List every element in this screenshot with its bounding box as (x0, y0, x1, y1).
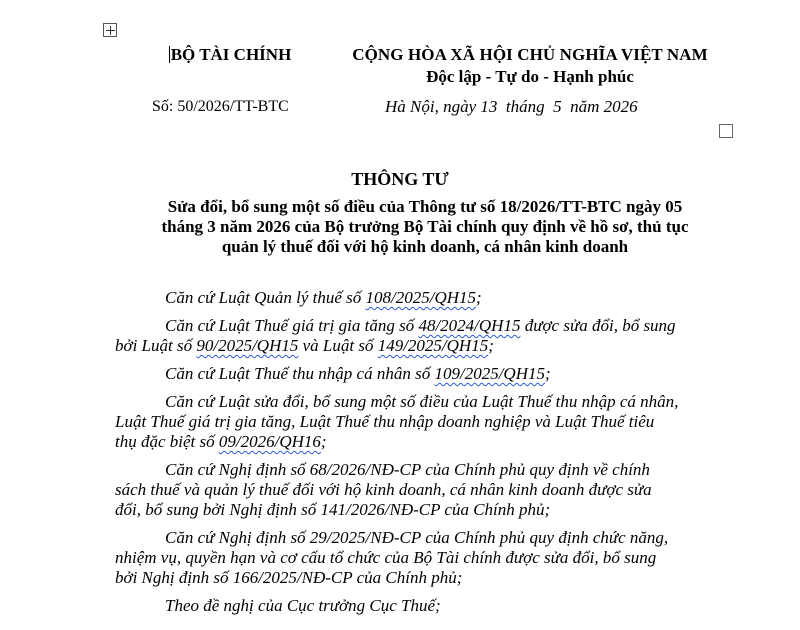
paragraph-line: đổi, bổ sung bởi Nghị định số 141/2026/NĐ-CP của Chính phủ; (115, 500, 551, 519)
text-run: ; (544, 364, 551, 383)
ministry-name: BỘ TÀI CHÍNH (170, 45, 292, 64)
national-title-block (320, 44, 740, 88)
text-run: Căn cứ Luật Quản lý thuế số (165, 288, 366, 307)
spellcheck-flagged-text[interactable]: 109/2025/QH15 (434, 364, 545, 383)
text-run: ; (476, 288, 482, 307)
legal-basis-paragraph (115, 364, 720, 384)
paragraph-line (115, 288, 720, 308)
paragraph-line (115, 316, 720, 336)
paragraph-line: Căn cứ Luật sửa đổi, bổ sung một số điều của Luật Thuế thu nhập cá nhân, (165, 392, 679, 411)
text-run: và Luật số (298, 336, 378, 355)
spellcheck-flagged-text[interactable]: 90/2025/QH15 (196, 336, 299, 355)
ministry-name-line (130, 44, 330, 66)
text-run: thụ đặc biệt số (115, 432, 219, 451)
republic-name: CỘNG HÒA XÃ HỘI CHỦ NGHĨA VIỆT NAM (352, 45, 708, 64)
legal-basis-section (115, 288, 720, 624)
issuer-block (130, 44, 330, 66)
paragraph-line: bởi Nghị định số 166/2025/NĐ-CP của Chính phủ; (115, 568, 463, 587)
document-type: THÔNG TƯ (351, 169, 449, 189)
legal-basis-paragraph (115, 392, 720, 452)
text-cursor (169, 46, 170, 63)
legal-basis-paragraph (115, 460, 720, 520)
table-move-handle-icon[interactable] (103, 23, 117, 37)
text-run: ; (488, 336, 494, 355)
text-run: Căn cứ Luật Thuế thu nhập cá nhân số (165, 364, 435, 383)
subject-line: quản lý thuế đối với hộ kinh doanh, cá nhân kinh doanh (221, 237, 629, 256)
spellcheck-flagged-text[interactable]: 108/2025/QH15 (365, 288, 477, 307)
table-end-marker-icon[interactable] (719, 124, 733, 138)
paragraph-line (115, 336, 720, 356)
text-run: được sửa đổi, bổ sung (520, 316, 676, 335)
text-run: ; (320, 432, 327, 451)
spellcheck-flagged-text[interactable]: 09/2026/QH16 (218, 432, 321, 451)
paragraph-line: Căn cứ Nghị định số 68/2026/NĐ-CP của Chính phủ quy định về chính (165, 460, 650, 479)
document-subject (105, 197, 745, 257)
paragraph-line: Luật Thuế giá trị gia tăng, Luật Thuế thu nhập doanh nghiệp và Luật Thuế tiêu (115, 412, 655, 431)
paragraph-line (115, 432, 720, 452)
paragraph-line: nhiệm vụ, quyền hạn và cơ cấu tổ chức của Bộ Tài chính được sửa đổi, bổ sung (115, 548, 657, 567)
text-run: Căn cứ Luật Thuế giá trị gia tăng số (165, 316, 419, 335)
text-run: bởi Luật số (115, 336, 197, 355)
legal-basis-paragraph (115, 316, 720, 356)
legal-basis-paragraph (115, 528, 720, 588)
paragraph-line (115, 364, 720, 384)
national-motto: Độc lập - Tự do - Hạnh phúc (426, 67, 634, 86)
paragraph-line: sách thuế và quản lý thuế đối với hộ kinh doanh, cá nhân kinh doanh được sửa (115, 480, 652, 499)
subject-line: Sửa đổi, bổ sung một số điều của Thông tư số 18/2026/TT-BTC ngày 05 (167, 197, 683, 216)
paragraph-line: Theo đề nghị của Cục trưởng Cục Thuế; (165, 596, 441, 615)
document-number: Số: 50/2026/TT-BTC (152, 98, 289, 115)
legal-basis-paragraph (115, 288, 720, 308)
paragraph-line: Căn cứ Nghị định số 29/2025/NĐ-CP của Chính phủ quy định chức năng, (165, 528, 669, 547)
issue-date: Hà Nội, ngày 13 tháng 5 năm 2026 (385, 97, 638, 116)
proposal-paragraph (115, 596, 720, 616)
subject-line: tháng 3 năm 2026 của Bộ trưởng Bộ Tài chính quy định về hồ sơ, thủ tục (161, 217, 689, 236)
spellcheck-flagged-text[interactable]: 149/2025/QH15 (377, 336, 489, 355)
spellcheck-flagged-text[interactable]: 48/2024/QH15 (418, 316, 521, 335)
